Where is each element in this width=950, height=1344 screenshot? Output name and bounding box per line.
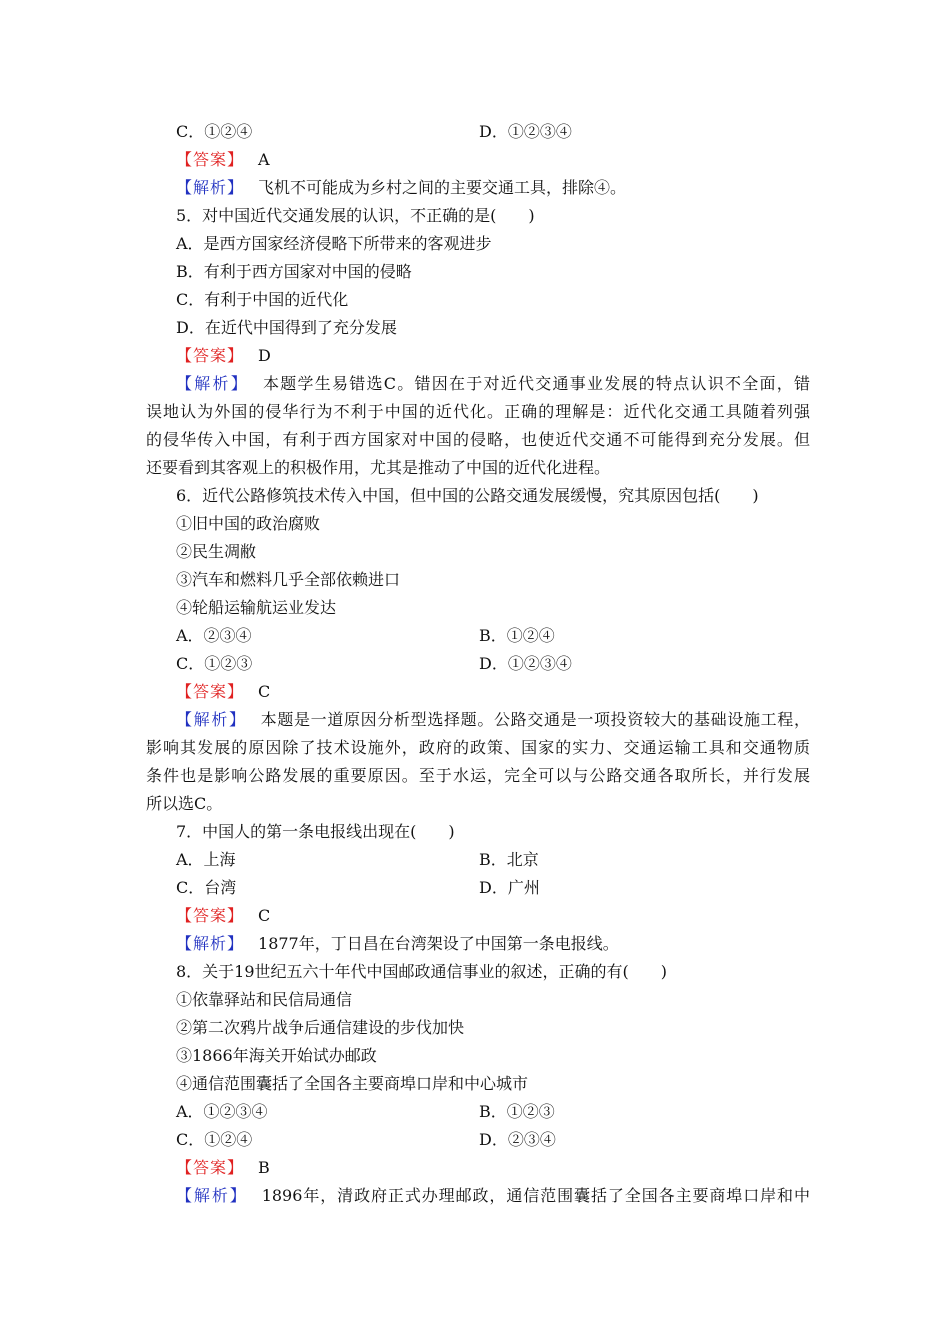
q5-answer-line [176,342,271,370]
q6-item-3: ③汽车和燃料几乎全部依赖进口 [176,570,401,589]
q6-stem: 6．近代公路修筑技术传入中国，但中国的公路交通发展缓慢，究其原因包括( ) [176,486,759,505]
q8-analysis-line [176,1182,810,1210]
q6-option-b: B．①②④ [479,626,555,645]
q5-analysis-1: 本题学生易错选C。错因在于对近代交通事业发展的特点认识不全面，错 [263,374,810,393]
q5-option-d: D．在近代中国得到了充分发展 [176,318,397,337]
q6-analysis-line-3: 条件也是影响公路发展的重要原因。至于水运，完全可以与公路交通各取所长，并行发展 [146,766,810,785]
q6-item-2: ②民生凋敝 [176,542,257,561]
q7-option-d: D．广州 [479,878,540,897]
q7-option-a: A．上海 [176,850,236,869]
q8-option-b: B．①②③ [479,1102,555,1121]
analysis-tag: 【解析】 [176,374,249,393]
q8-item-1: ①依靠驿站和民信局通信 [176,990,353,1009]
q5-analysis-line-4: 还要看到其客观上的积极作用，尤其是推动了中国的近代化进程。 [146,458,611,477]
answer-tag: 【答案】 [176,1158,245,1177]
q8-answer: B [258,1158,270,1177]
q8-answer-line [176,1154,270,1182]
answer-tag: 【答案】 [176,346,245,365]
q5-option-a: A．是西方国家经济侵略下所带来的客观进步 [176,234,492,253]
q6-analysis-line-4: 所以选C。 [146,794,223,813]
q4-option-c: C．①②④ [176,122,253,141]
q7-analysis-line [176,930,619,958]
q6-analysis-1: 本题是一道原因分析型选择题。公路交通是一项投资较大的基础设施工程， [260,710,810,729]
q8-option-a: A．①②③④ [176,1102,268,1121]
q5-analysis-line-2: 误地认为外国的侵华行为不利于中国的近代化。正确的理解是：近代化交通工具随着列强 [146,402,810,421]
q6-option-d: D．①②③④ [479,654,572,673]
q5-stem: 5．对中国近代交通发展的认识，不正确的是( ) [176,206,535,225]
q8-option-c: C．①②④ [176,1130,253,1149]
q6-item-1: ①旧中国的政治腐败 [176,514,321,533]
answer-tag: 【答案】 [176,906,245,925]
q4-option-d: D．①②③④ [479,122,572,141]
q4-answer-line [176,146,270,174]
q7-stem: 7．中国人的第一条电报线出现在( ) [176,822,455,841]
q7-analysis: 1877年，丁日昌在台湾架设了中国第一条电报线。 [258,934,619,953]
q6-answer: C [258,682,271,701]
q8-analysis: 1896年，清政府正式办理邮政，通信范围囊括了全国各主要商埠口岸和中 [261,1186,810,1205]
q4-answer: A [258,150,270,169]
q4-analysis: 飞机不可能成为乡村之间的主要交通工具，排除④。 [258,178,627,197]
q8-item-3: ③1866年海关开始试办邮政 [176,1046,377,1065]
q4-analysis-line [176,174,626,202]
q5-analysis-line-3: 的侵华传入中国，有利于西方国家对中国的侵略，也使近代交通不可能得到充分发展。但 [146,430,810,449]
q7-answer-line [176,902,270,930]
q7-option-b: B．北京 [479,850,539,869]
analysis-tag: 【解析】 [176,710,247,729]
q5-option-c: C．有利于中国的近代化 [176,290,349,309]
analysis-tag: 【解析】 [176,934,245,953]
q7-answer: C [258,906,271,925]
q5-answer: D [258,346,271,365]
q6-analysis-line-1 [176,706,810,734]
q5-analysis-line-1 [176,370,810,398]
answer-tag: 【答案】 [176,150,245,169]
q8-item-4: ④通信范围囊括了全国各主要商埠口岸和中心城市 [176,1074,529,1093]
analysis-tag: 【解析】 [176,178,245,197]
q6-answer-line [176,678,270,706]
q6-analysis-line-2: 影响其发展的原因除了技术设施外，政府的政策、国家的实力、交通运输工具和交通物质 [146,738,810,757]
q6-item-4: ④轮船运输航运业发达 [176,598,337,617]
q6-option-c: C．①②③ [176,654,253,673]
q8-item-2: ②第二次鸦片战争后通信建设的步伐加快 [176,1018,465,1037]
q8-stem: 8．关于19世纪五六十年代中国邮政通信事业的叙述，正确的有( ) [176,962,668,981]
analysis-tag: 【解析】 [176,1186,248,1205]
q8-option-d: D．②③④ [479,1130,556,1149]
q6-option-a: A．②③④ [176,626,252,645]
answer-tag: 【答案】 [176,682,245,701]
q7-option-c: C．台湾 [176,878,237,897]
q5-option-b: B．有利于西方国家对中国的侵略 [176,262,412,281]
